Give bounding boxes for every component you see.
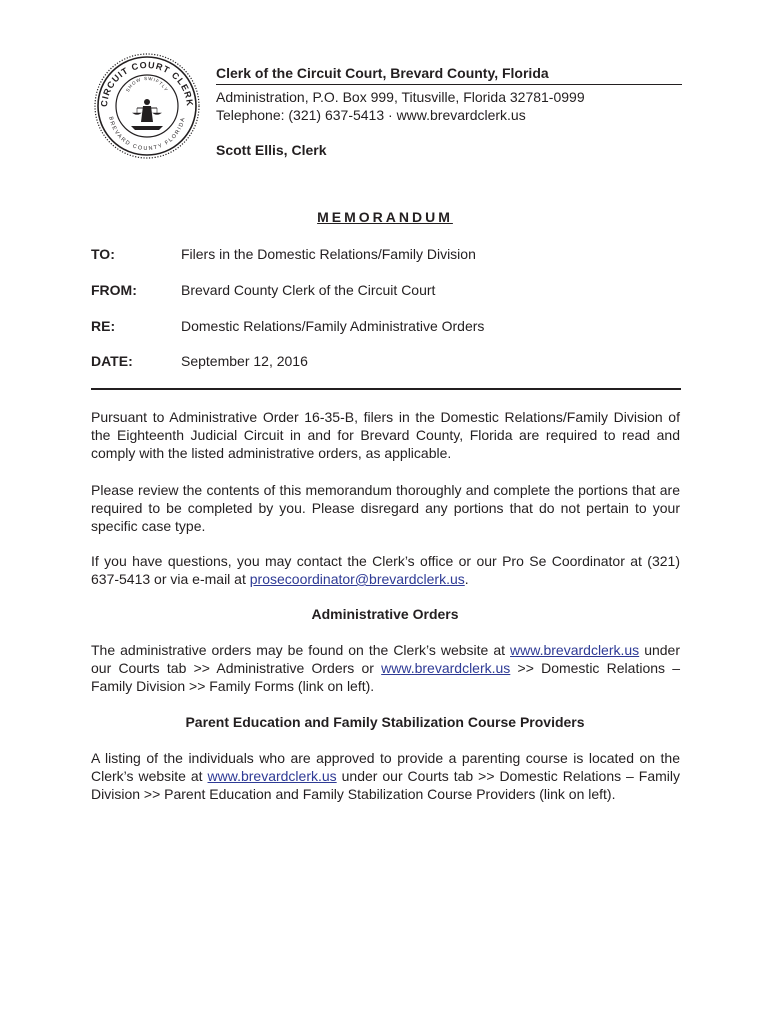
from-label: FROM: [91,282,137,298]
seal-motto-text: SHOW SWIFTLY [124,75,170,93]
website-link-2[interactable]: www.brevardclerk.us [381,660,511,676]
re-label: RE: [91,318,116,334]
clerk-name: Scott Ellis, Clerk [216,142,327,158]
website-link-3[interactable]: www.brevardclerk.us [207,768,337,784]
memo-title [0,209,770,225]
contact-text-end: . [464,571,469,587]
pro-se-email-link[interactable]: prosecoordinator@brevardclerk.us [249,571,465,587]
clerk-seal-logo [93,52,201,160]
date-label: DATE: [91,353,133,369]
parent-education-text-end: under our Courts tab >> Domestic Relations – Family Division >> Parent Education and Family Stabilization Course Providers (link on left). [91,768,681,802]
header-divider [91,388,681,390]
paragraph-intro: Pursuant to Administrative Order 16-35-B, filers in the Domestic Relations/Family Division of the Eighteenth Judicial Circuit in and for Brevard County, Florida are required to read and comply with the listed administrative orders, as applicable. [91,409,680,461]
paragraph-parent-education [91,749,680,803]
phone-website-line: Telephone: (321) 637-5413 · www.brevardclerk.us [216,107,526,123]
admin-orders-text-end: >> Domestic Relations – Family Division >> Family Forms (link on left). [91,660,681,694]
seal-outer-text: CIRCUIT COURT CLERK [98,59,196,108]
paragraph-review: Please review the contents of this memorandum thoroughly and complete the portions that are required to be completed by you. Please disregard any portions that do not pertain to your specific case type. [91,482,680,534]
memo-title-text: MEMORANDUM [317,209,453,225]
address-line: Administration, P.O. Box 999, Titusville, Florida 32781-0999 [216,89,585,105]
parent-education-text: A listing of the individuals who are approved to provide a parenting course is located on the Clerk’s website at [91,750,680,784]
letterhead [216,64,682,159]
date-value: September 12, 2016 [181,353,308,369]
re-value: Domestic Relations/Family Administrative Orders [181,318,485,334]
admin-orders-text: The administrative orders may be found on the Clerk’s website at [91,642,511,658]
heading-administrative-orders: Administrative Orders [311,606,459,622]
to-value: Filers in the Domestic Relations/Family Division [181,246,476,262]
to-label: TO: [91,246,115,262]
paragraph-contact [91,552,680,588]
from-value: Brevard County Clerk of the Circuit Court [181,282,436,298]
paragraph-admin-orders [91,641,680,695]
organization-name: Clerk of the Circuit Court, Brevard County, Florida [216,64,682,85]
seal-lower-text: BREVARD COUNTY FLORIDA [107,116,187,153]
heading-parent-education: Parent Education and Family Stabilization Course Providers [185,714,585,730]
admin-orders-text-middle: under our Courts tab >> Administrative Orders or [91,642,681,676]
contact-text: If you have questions, you may contact the Clerk’s office or our Pro Se Coordinator at (321) 637-5413 or via e-mail at [91,553,680,587]
website-link-1[interactable]: www.brevardclerk.us [510,642,640,658]
